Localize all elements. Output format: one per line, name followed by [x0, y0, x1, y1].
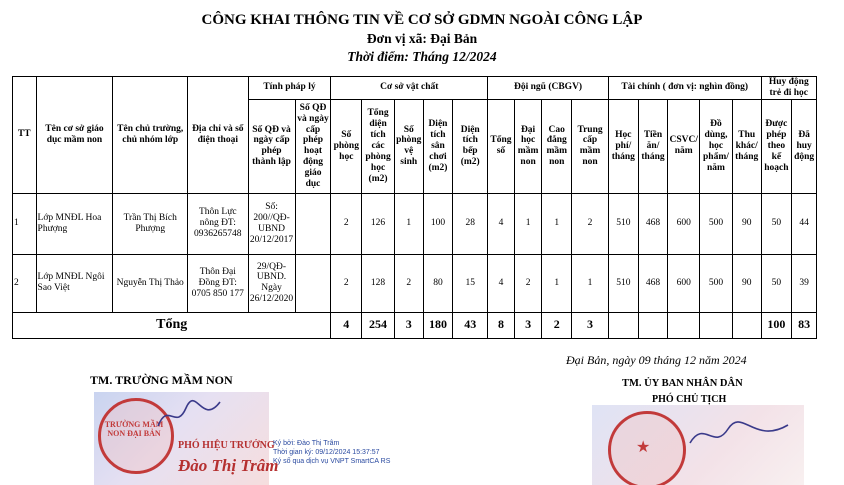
- group-finance: Tài chính ( đơn vị: nghìn đồng): [608, 77, 761, 100]
- cell-tt: 2: [13, 254, 37, 312]
- cell-tuition: 510: [608, 254, 638, 312]
- total-toilets: 3: [394, 312, 423, 338]
- col-meal: Tiền ăn/ tháng: [638, 99, 668, 193]
- cell-supplies: 500: [700, 193, 733, 254]
- cell-yard: 100: [423, 193, 453, 254]
- cell-yard: 80: [423, 254, 453, 312]
- vice-chair-title: PHÓ CHỦ TỊCH: [652, 394, 727, 405]
- col-owner: Tên chủ trường, chủ nhóm lớp: [113, 77, 188, 194]
- cell-address: Thôn Đại Đồng ĐT: 0705 850 177: [188, 254, 248, 312]
- cell-license: 29/QĐ-UBND. Ngày 26/12/2020: [248, 254, 295, 312]
- total-meal: [638, 312, 668, 338]
- cell-enrolled: 39: [792, 254, 817, 312]
- school-seal-text: TRƯỜNG MẦM NON ĐẠI BẢN: [104, 420, 164, 438]
- signer-name: Đào Thị Trâm: [178, 456, 279, 475]
- col-supplies: Đồ dùng, học phẩm/ năm: [700, 99, 733, 193]
- col-address: Địa chỉ và số điện thoại: [188, 77, 248, 194]
- cell-supplies: 500: [700, 254, 733, 312]
- total-junior: 2: [542, 312, 572, 338]
- digital-signer: Ký bởi: Đào Thị Trâm: [273, 440, 340, 447]
- total-tuition: [608, 312, 638, 338]
- committee-stamp-image: [592, 405, 804, 485]
- col-other: Thu khác/ tháng: [732, 99, 761, 193]
- cell-license: Số: 200//QĐ-UBND 20/12/2017: [248, 193, 295, 254]
- cell-total-staff: 4: [488, 254, 515, 312]
- cell-operate: [295, 193, 331, 254]
- cell-allowed: 50: [761, 193, 792, 254]
- table-row: [13, 193, 817, 254]
- col-operate: Số QĐ và ngày cấp phép hoạt động giáo dục: [295, 99, 331, 193]
- total-allowed: 100: [761, 312, 792, 338]
- school-signatory: TM. TRƯỜNG MẦM NON: [90, 373, 233, 387]
- col-toilets: Số phòng vệ sinh: [394, 99, 423, 193]
- total-inter: 3: [572, 312, 609, 338]
- total-staff: 8: [488, 312, 515, 338]
- star-icon: ★: [636, 439, 651, 456]
- cell-junior: 1: [542, 254, 572, 312]
- cell-operate: [295, 254, 331, 312]
- col-kitchen: Diện tích bếp (m2): [453, 99, 488, 193]
- cell-college: 2: [514, 254, 542, 312]
- committee-signature-scribble: [684, 415, 794, 455]
- cell-address: Thôn Lực nông ĐT: 0936265748: [188, 193, 248, 254]
- cell-other: 90: [732, 193, 761, 254]
- group-facilities: Cơ sở vật chất: [331, 77, 488, 100]
- cell-total-staff: 4: [488, 193, 515, 254]
- group-legal: Tính pháp lý: [248, 77, 331, 100]
- cell-room-area: 126: [362, 193, 395, 254]
- total-rooms: 4: [331, 312, 362, 338]
- total-row: [13, 312, 817, 338]
- cell-csvc: 600: [668, 193, 700, 254]
- total-kitchen: 43: [453, 312, 488, 338]
- cell-other: 90: [732, 254, 761, 312]
- col-rooms: Số phòng học: [331, 99, 362, 193]
- cell-inter: 1: [572, 254, 609, 312]
- group-staff: Đội ngũ (CBGV): [488, 77, 609, 100]
- cell-meal: 468: [638, 193, 668, 254]
- cell-room-area: 128: [362, 254, 395, 312]
- col-enrolled: Đã huy động: [792, 99, 817, 193]
- total-enrolled: 83: [792, 312, 817, 338]
- col-total-staff: Tổng số: [488, 99, 515, 193]
- col-yard: Diện tích sân chơi (m2): [423, 99, 453, 193]
- col-allowed: Được phép theo kế hoạch: [761, 99, 792, 193]
- signature-scribble: [154, 396, 224, 436]
- cell-tuition: 510: [608, 193, 638, 254]
- signing-date: Đại Bản, ngày 09 tháng 12 năm 2024: [566, 353, 747, 367]
- cell-allowed: 50: [761, 254, 792, 312]
- total-csvc: [668, 312, 700, 338]
- cell-owner: Trần Thị Bích Phượng: [113, 193, 188, 254]
- col-inter: Trung cấp mầm non: [572, 99, 609, 193]
- committee-signatory: TM. ỦY BAN NHÂN DÂN: [622, 378, 743, 389]
- cell-csvc: 600: [668, 254, 700, 312]
- col-license: Số QĐ và ngày cấp phép thành lập: [248, 99, 295, 193]
- cell-rooms: 2: [331, 193, 362, 254]
- col-name: Tên cơ sở giáo dục mầm non: [36, 77, 113, 194]
- total-label: Tổng: [13, 312, 331, 338]
- cell-owner: Nguyễn Thị Thảo: [113, 254, 188, 312]
- cell-college: 1: [514, 193, 542, 254]
- cell-inter: 2: [572, 193, 609, 254]
- group-mobilize: Huy động trẻ đi học: [761, 77, 816, 100]
- cell-junior: 1: [542, 193, 572, 254]
- school-info-table: [12, 76, 817, 339]
- unit-name: Đơn vị xã: Đại Bản: [366, 31, 478, 46]
- total-other: [732, 312, 761, 338]
- signer-title: PHÓ HIỆU TRƯỞNG: [178, 440, 275, 451]
- total-yard: 180: [423, 312, 453, 338]
- total-college: 3: [514, 312, 542, 338]
- col-tuition: Học phí/ tháng: [608, 99, 638, 193]
- report-time: Thời điểm: Tháng 12/2024: [347, 49, 497, 64]
- total-supplies: [700, 312, 733, 338]
- col-college: Đại học mầm non: [514, 99, 542, 193]
- digital-note: Ký số qua dịch vụ VNPT SmartCA RS: [273, 458, 391, 465]
- cell-toilets: 2: [394, 254, 423, 312]
- document-title: CÔNG KHAI THÔNG TIN VỀ CƠ SỞ GDMN NGOÀI CÔNG LẬP: [201, 12, 643, 28]
- cell-rooms: 2: [331, 254, 362, 312]
- cell-kitchen: 15: [453, 254, 488, 312]
- col-csvc: CSVC/ năm: [668, 99, 700, 193]
- cell-name: Lớp MNĐL Hoa Phượng: [36, 193, 113, 254]
- col-room-area: Tổng diện tích các phòng học (m2): [362, 99, 395, 193]
- cell-toilets: 1: [394, 193, 423, 254]
- cell-enrolled: 44: [792, 193, 817, 254]
- table-row: [13, 254, 817, 312]
- cell-kitchen: 28: [453, 193, 488, 254]
- col-junior: Cao đẳng mầm non: [542, 99, 572, 193]
- digital-time: Thời gian ký: 09/12/2024 15:37:57: [273, 449, 380, 456]
- total-room-area: 254: [362, 312, 395, 338]
- cell-tt: 1: [13, 193, 37, 254]
- cell-name: Lớp MNĐL Ngôi Sao Việt: [36, 254, 113, 312]
- col-tt: TT: [13, 77, 37, 194]
- cell-meal: 468: [638, 254, 668, 312]
